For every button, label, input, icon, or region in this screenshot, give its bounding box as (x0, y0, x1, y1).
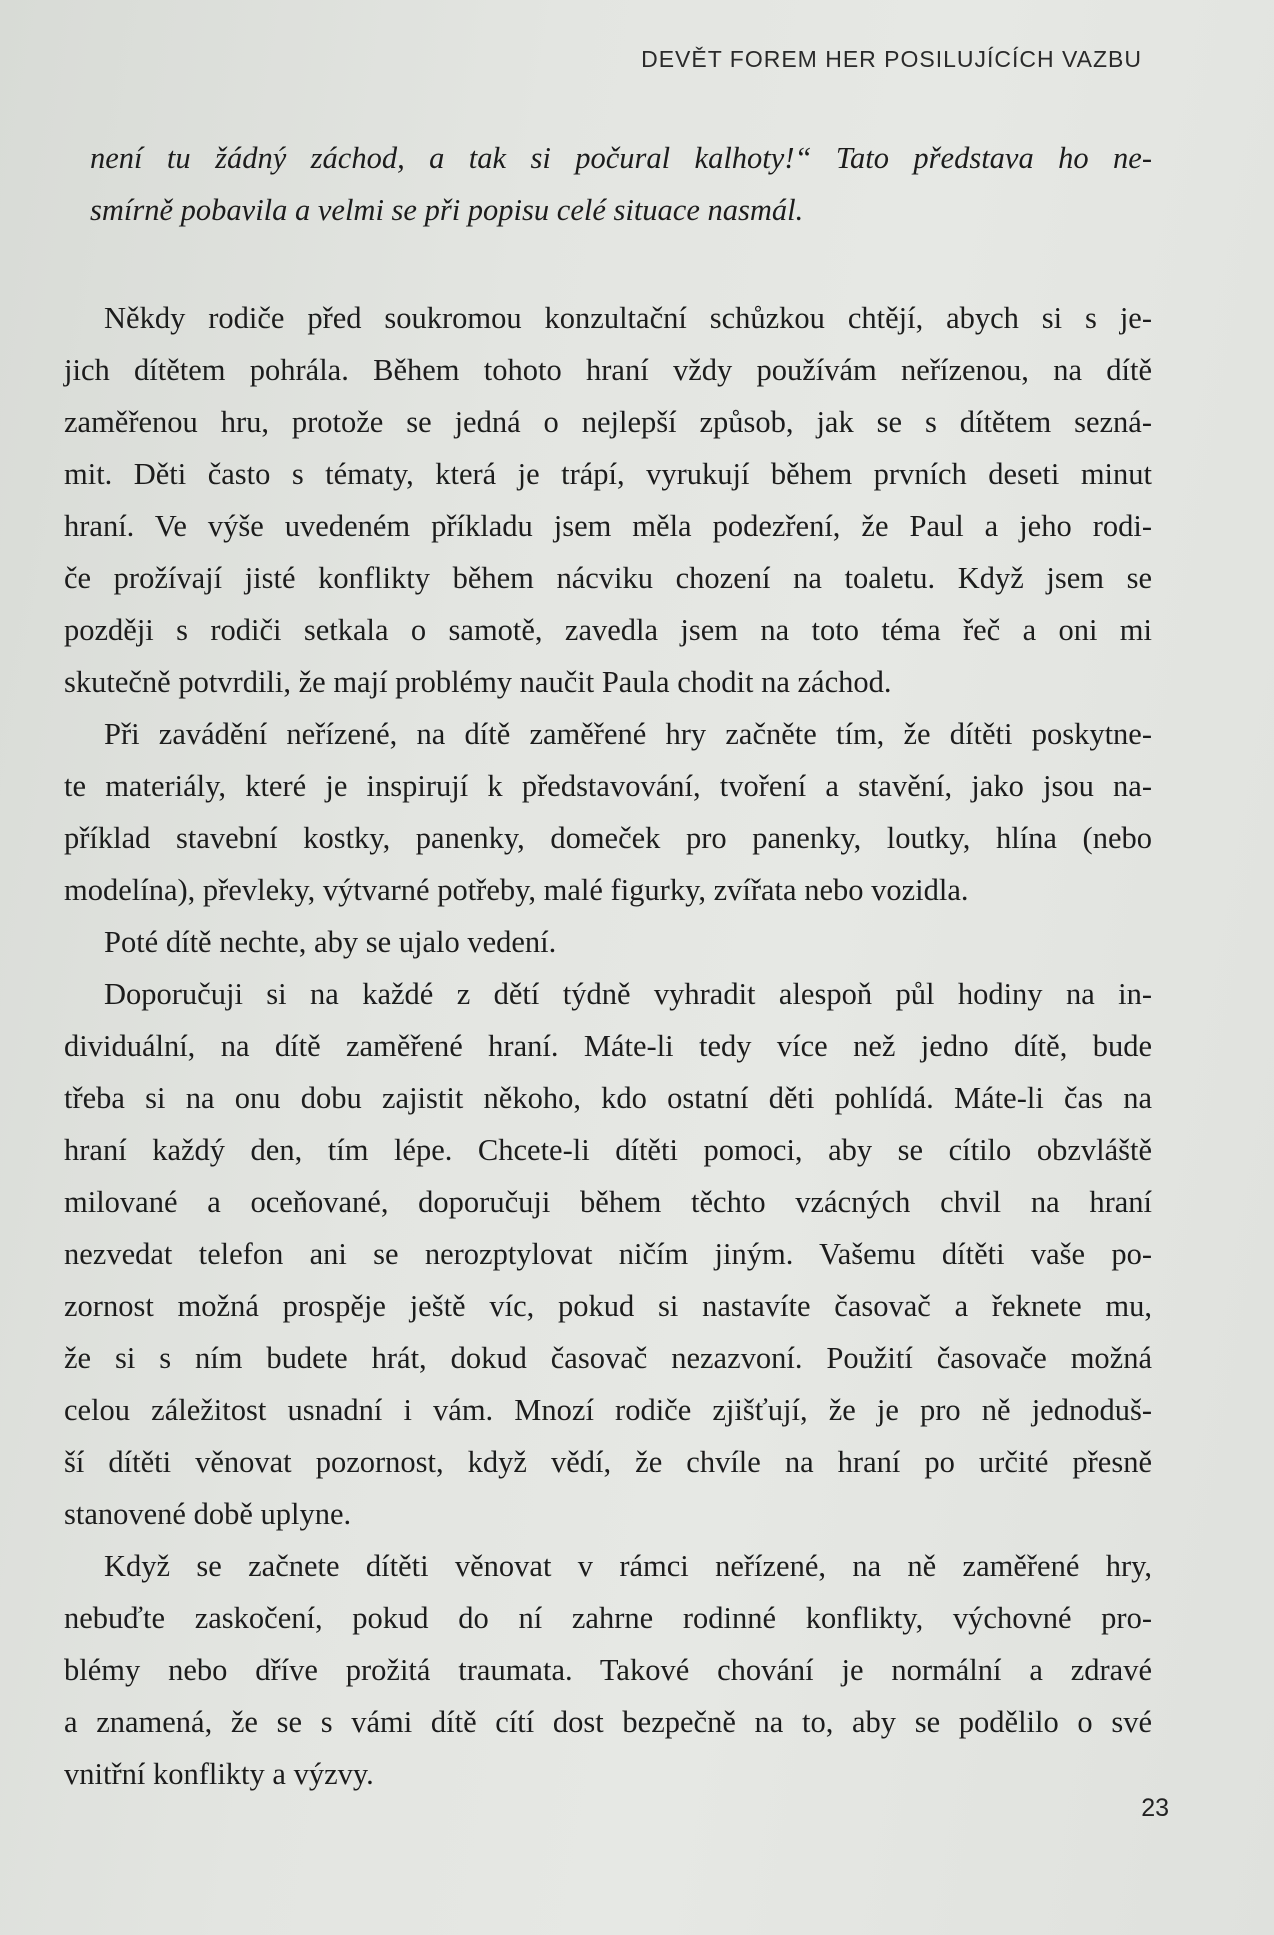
paragraph-line: třeba si na onu dobu zajistit někoho, kdo ostatní děti pohlídá. Máte-li čas na (64, 1081, 1152, 1115)
paragraph-line: dividuální, na dítě zaměřené hraní. Máte-li tedy více než jedno dítě, bude (64, 1029, 1152, 1063)
paragraph-5 (64, 1540, 1152, 1800)
paragraph-line: jich dítětem pohrála. Během tohoto hraní vždy používám neřízenou, na dítě (64, 353, 1152, 387)
paragraph-line: skutečně potvrdili, že mají problémy naučit Paula chodit na záchod. (64, 665, 892, 699)
paragraph-line: hraní každý den, tím lépe. Chcete-li dítěti pomoci, aby se cítilo obzvláště (64, 1133, 1152, 1167)
paragraph-line: celou záležitost usnadní i vám. Mnozí rodiče zjišťují, že je pro ně jednoduš- (64, 1393, 1152, 1427)
paragraph-line: milované a oceňované, doporučuji během těchto vzácných chvil na hraní (64, 1185, 1152, 1219)
intro-line: není tu žádný záchod, a tak si počural kalhoty!“ Tato představa ho ne- (90, 141, 1152, 175)
paragraph-line: Poté dítě nechte, aby se ujalo vedení. (104, 925, 557, 959)
paragraph-line: zaměřenou hru, protože se jedná o nejlepší způsob, jak se s dítětem sezná- (64, 405, 1152, 439)
intro-quote (64, 132, 1152, 236)
paragraph-line: hraní. Ve výše uvedeném příkladu jsem měla podezření, že Paul a jeho rodi- (64, 509, 1152, 543)
paragraph-line: nebuďte zaskočení, pokud do ní zahrne rodinné konflikty, výchovné pro- (64, 1601, 1152, 1635)
paragraph-line: te materiály, které je inspirují k představování, tvoření a stavění, jako jsou na- (64, 769, 1152, 803)
paragraph-line: vnitřní konflikty a výzvy. (64, 1757, 374, 1791)
paragraph-line: stanovené době uplyne. (64, 1497, 352, 1531)
paragraph-line: Doporučuji si na každé z dětí týdně vyhradit alespoň půl hodiny na in- (104, 977, 1152, 1011)
paragraph-line: že si s ním budete hrát, dokud časovač nezazvoní. Použití časovače možná (64, 1341, 1152, 1375)
paragraph-1 (64, 292, 1152, 708)
paragraph-line: Když se začnete dítěti věnovat v rámci neřízené, na ně zaměřené hry, (104, 1549, 1152, 1583)
section-gap (64, 236, 1152, 292)
paragraph-line: če prožívají jisté konflikty během nácviku chození na toaletu. Když jsem se (64, 561, 1152, 595)
paragraph-line: později s rodiči setkala o samotě, zavedla jsem na toto téma řeč a oni mi (64, 613, 1152, 647)
paragraph-line: modelína), převleky, výtvarné potřeby, malé figurky, zvířata nebo vozidla. (64, 873, 969, 907)
intro-line: smírně pobavila a velmi se při popisu celé situace nasmál. (90, 193, 804, 227)
running-head: DEVĚT FOREM HER POSILUJÍCÍCH VAZBU (641, 46, 1142, 72)
paragraph-line: Někdy rodiče před soukromou konzultační schůzkou chtějí, abych si s je- (104, 301, 1152, 335)
body-text (64, 132, 1152, 1800)
paragraph-4 (64, 968, 1152, 1540)
paragraph-line: nezvedat telefon ani se nerozptylovat ničím jiným. Vašemu dítěti vaše po- (64, 1237, 1152, 1271)
paragraph-line: a znamená, že se s vámi dítě cítí dost bezpečně na to, aby se podělilo o své (64, 1705, 1152, 1739)
paragraph-line: zornost možná prospěje ještě víc, pokud si nastavíte časovač a řeknete mu, (64, 1289, 1152, 1323)
paragraph-line: ší dítěti věnovat pozornost, když vědí, že chvíle na hraní po určité přesně (64, 1445, 1152, 1479)
paragraph-line: Při zavádění neřízené, na dítě zaměřené hry začněte tím, že dítěti poskytne- (104, 717, 1152, 751)
paragraph-line: příklad stavební kostky, panenky, domeček pro panenky, loutky, hlína (nebo (64, 821, 1152, 855)
paragraph-line: mit. Děti často s tématy, která je trápí, vyrukují během prvních deseti minut (64, 457, 1152, 491)
page-number: 23 (1141, 1794, 1169, 1822)
paragraph-line: blémy nebo dříve prožitá traumata. Takové chování je normální a zdravé (64, 1653, 1152, 1687)
paragraph-3 (64, 916, 1152, 968)
paragraph-2 (64, 708, 1152, 916)
